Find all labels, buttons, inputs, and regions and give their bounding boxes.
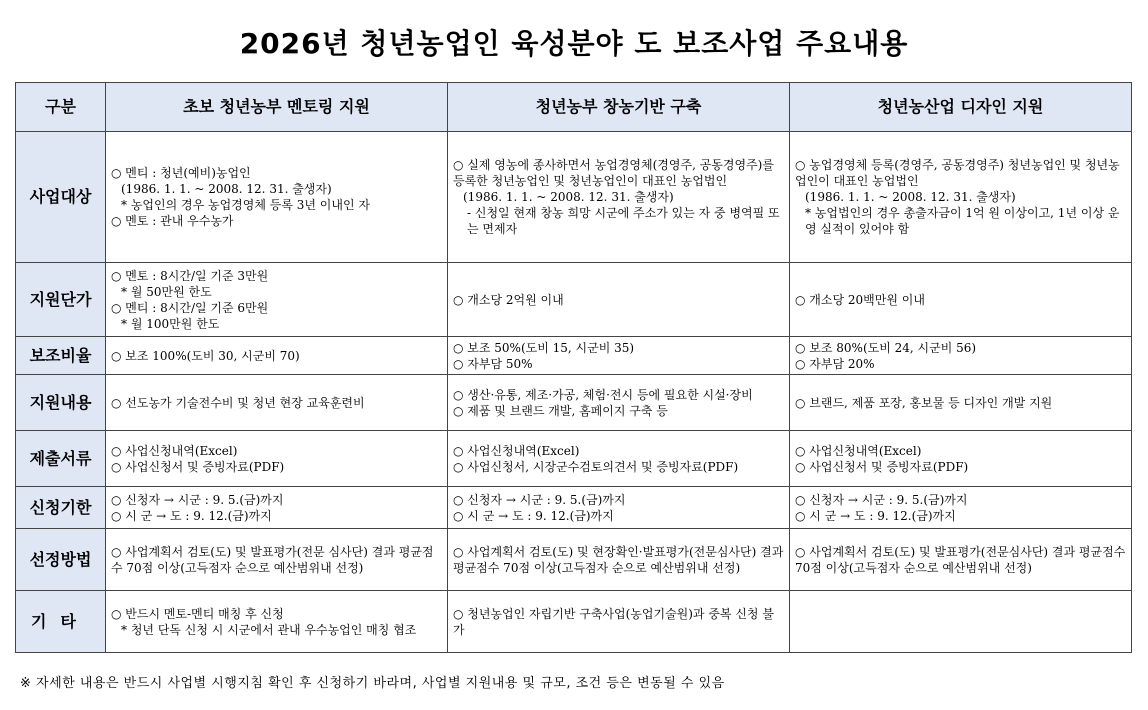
cell-line: ○ 신청자 → 시군 : 9. 5.(금)까지 — [111, 492, 284, 507]
cell-content-mentoring — [106, 375, 448, 431]
cell-line: * 농업법인의 경우 총출자금이 1억 원 이상이고, 1년 이상 운영 실적이 있어야 함 — [805, 206, 1120, 236]
cell-line: ○ 제품 및 브랜드 개발, 홈페이지 구축 등 — [453, 403, 668, 418]
cell-line: (1986. 1. 1. ~ 2008. 12. 31. 출생자) — [121, 182, 332, 196]
cell-line: ○ 사업신청서, 시장군수검토의견서 및 증빙자료(PDF) — [453, 459, 739, 474]
cell-line: ○ 사업신청내역(Excel) — [111, 443, 238, 458]
cell-unit-mentoring — [106, 263, 448, 337]
cell-target-startup — [448, 132, 790, 263]
table-row — [16, 487, 1132, 529]
cell-line: ○ 사업계획서 검토(도) 및 현장확인·발표평가(전문심사단) 결과 평균점수 70점 이상(고득점자 순으로 예산범위내 선정) — [453, 544, 784, 575]
row-label-unit: 지원단가 — [16, 263, 106, 337]
cell-line: ○ 사업신청서 및 증빙자료(PDF) — [111, 459, 285, 474]
cell-selection-startup — [448, 529, 790, 591]
cell-line: ○ 청년농업인 자립기반 구축사업(농업기술원)과 중복 신청 불가 — [453, 606, 774, 637]
cell-line: (1986. 1. 1. ~ 2008. 12. 31. 출생자) — [463, 190, 674, 204]
cell-docs-design — [790, 431, 1132, 487]
cell-line: ○ 멘토 : 관내 우수농가 — [111, 214, 234, 228]
cell-line: ○ 반드시 멘토-멘티 매칭 후 신청 — [111, 606, 284, 621]
table-row — [16, 431, 1132, 487]
cell-line: ○ 브랜드, 제품 포장, 홍보물 등 디자인 개발 지원 — [795, 395, 1053, 410]
cell-unit-startup — [448, 263, 790, 337]
cell-line: ○ 보조 50%(도비 15, 시군비 35) — [453, 340, 635, 355]
header-category: 구분 — [16, 83, 106, 132]
cell-target-design — [790, 132, 1132, 263]
row-label-content: 지원내용 — [16, 375, 106, 431]
cell-etc-design — [790, 591, 1132, 653]
cell-line: ○ 보조 80%(도비 24, 시군비 56) — [795, 340, 977, 355]
cell-target-mentoring — [106, 132, 448, 263]
row-label-selection: 선정방법 — [16, 529, 106, 591]
cell-deadline-design — [790, 487, 1132, 529]
cell-docs-startup — [448, 431, 790, 487]
cell-content-startup — [448, 375, 790, 431]
header-design: 청년농산업 디자인 지원 — [790, 83, 1132, 132]
cell-line: ○ 사업신청서 및 증빙자료(PDF) — [795, 459, 969, 474]
document-title: 2026년 청년농업인 육성분야 도 보조사업 주요내용 — [239, 27, 909, 60]
cell-ratio-startup — [448, 337, 790, 375]
cell-etc-startup — [448, 591, 790, 653]
row-label-deadline: 신청기한 — [16, 487, 106, 529]
cell-line: ○ 시 군 → 도 : 9. 12.(금)까지 — [111, 508, 272, 523]
cell-line: - 신청일 현재 창농 희망 시군에 주소가 있는 자 중 병역필 또는 면제자 — [467, 206, 780, 236]
cell-deadline-mentoring — [106, 487, 448, 529]
cell-line: ○ 멘토 : 8시간/일 기준 3만원 — [111, 268, 269, 283]
cell-line: ○ 보조 100%(도비 30, 시군비 70) — [111, 348, 300, 363]
table-header-row — [16, 83, 1132, 132]
cell-selection-mentoring — [106, 529, 448, 591]
table-row — [16, 375, 1132, 431]
cell-line: (1986. 1. 1. ~ 2008. 12. 31. 출생자) — [805, 190, 1016, 204]
cell-line: * 월 50만원 한도 — [121, 284, 212, 299]
cell-docs-mentoring — [106, 431, 448, 487]
cell-line: ○ 개소당 2억원 이내 — [453, 292, 564, 307]
cell-selection-design — [790, 529, 1132, 591]
cell-line: * 청년 단독 신청 시 시군에서 관내 우수농업인 매칭 협조 — [121, 622, 417, 637]
footnote: ※ 자세한 내용은 반드시 사업별 시행지침 확인 후 신청하기 바라며, 사업별 지원내용 및 규모, 조건 등은 변동될 수 있음 — [20, 676, 725, 691]
table-row — [16, 132, 1132, 263]
table-row — [16, 591, 1132, 653]
cell-line: ○ 개소당 20백만원 이내 — [795, 292, 925, 307]
cell-line: ○ 신청자 → 시군 : 9. 5.(금)까지 — [795, 492, 968, 507]
cell-line: ○ 시 군 → 도 : 9. 12.(금)까지 — [453, 508, 614, 523]
cell-ratio-mentoring — [106, 337, 448, 375]
cell-line: ○ 사업신청내역(Excel) — [795, 443, 922, 458]
cell-unit-design — [790, 263, 1132, 337]
cell-content-design — [790, 375, 1132, 431]
cell-line: ○ 신청자 → 시군 : 9. 5.(금)까지 — [453, 492, 626, 507]
cell-line: ○ 농업경영체 등록(경영주, 공동경영주) 청년농업인 및 청년농업인이 대표인 농업법인 — [795, 158, 1120, 188]
cell-ratio-design — [790, 337, 1132, 375]
cell-line: ○ 사업계획서 검토(도) 및 발표평가(전문 심사단) 결과 평균점수 70점 이상(고득점자 순으로 예산범위내 선정) — [111, 544, 434, 575]
cell-line: * 농업인의 경우 농업경영체 등록 3년 이내인 자 — [121, 198, 370, 212]
program-table — [15, 82, 1132, 653]
cell-line: ○ 멘티 : 청년(예비)농업인 — [111, 166, 251, 180]
cell-line: ○ 시 군 → 도 : 9. 12.(금)까지 — [795, 508, 956, 523]
table-row — [16, 263, 1132, 337]
cell-line: ○ 사업계획서 검토(도) 및 발표평가(전문심사단) 결과 평균점수 70점 이상(고득점자 순으로 예산범위내 선정) — [795, 544, 1126, 575]
table-row — [16, 337, 1132, 375]
row-label-etc: 기타 — [16, 591, 106, 653]
cell-deadline-startup — [448, 487, 790, 529]
cell-etc-mentoring — [106, 591, 448, 653]
cell-line: * 월 100만원 한도 — [121, 316, 220, 331]
table-row — [16, 529, 1132, 591]
cell-line: ○ 선도농가 기술전수비 및 청년 현장 교육훈련비 — [111, 395, 365, 410]
cell-line: ○ 멘티 : 8시간/일 기준 6만원 — [111, 300, 269, 315]
row-label-ratio: 보조비율 — [16, 337, 106, 375]
cell-line: ○ 자부담 50% — [453, 356, 533, 371]
row-label-docs: 제출서류 — [16, 431, 106, 487]
row-label-target: 사업대상 — [16, 132, 106, 263]
header-startup: 청년농부 창농기반 구축 — [448, 83, 790, 132]
cell-line: ○ 사업신청내역(Excel) — [453, 443, 580, 458]
header-mentoring: 초보 청년농부 멘토링 지원 — [106, 83, 448, 132]
cell-line: ○ 실제 영농에 종사하면서 농업경영체(경영주, 공동경영주)를 등록한 청년농업인 및 청년농업인이 대표인 농업법인 — [453, 158, 774, 188]
cell-line: ○ 자부담 20% — [795, 356, 875, 371]
cell-line: ○ 생산·유통, 제조·가공, 체험·전시 등에 필요한 시설·장비 — [453, 387, 753, 402]
